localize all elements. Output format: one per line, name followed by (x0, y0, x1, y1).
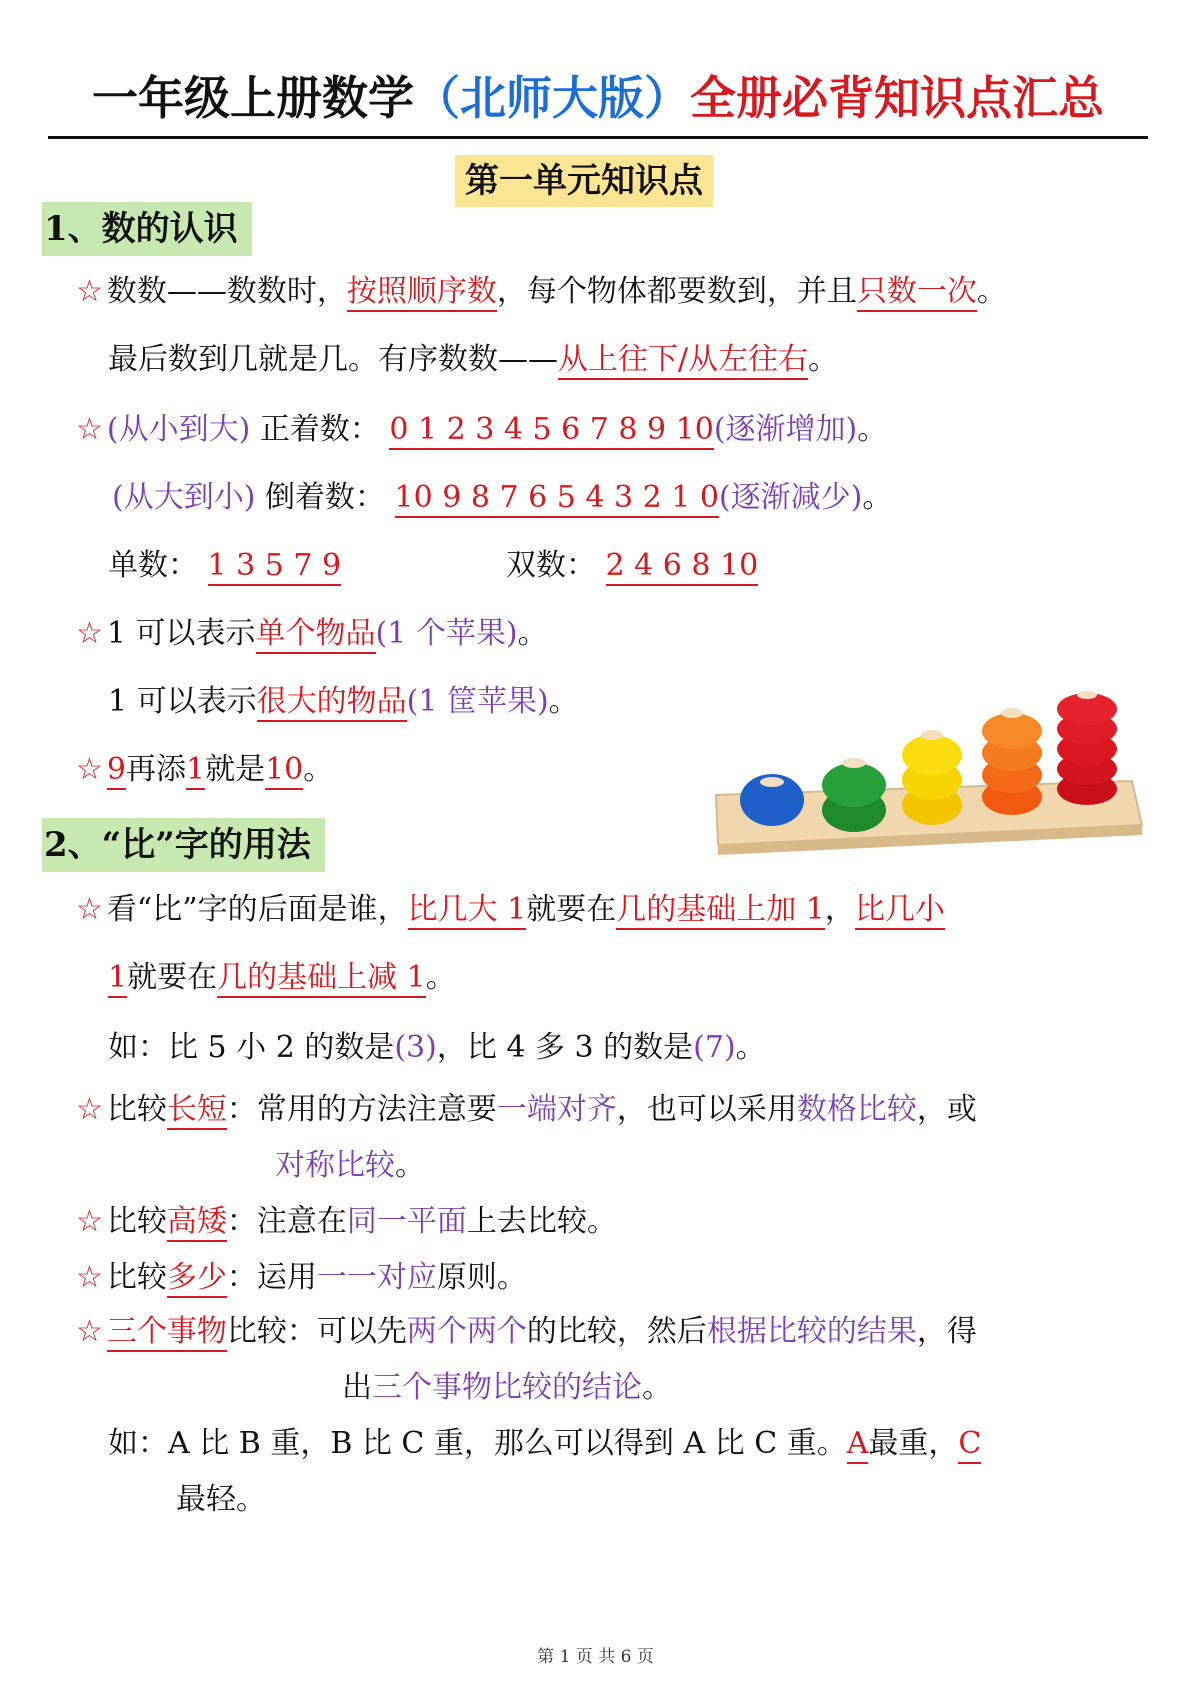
star-outline-icon: ☆ (76, 274, 103, 309)
s1-line-3: ☆ (从小到大) 正着数： 0 1 2 3 4 5 6 7 8 9 10(逐渐增加)。 (76, 410, 887, 450)
star-outline-icon: ☆ (76, 892, 103, 927)
s1-line-5b: 双数： 2 4 6 8 10 (506, 546, 758, 586)
s2-line-2: 1就要在几的基础上减 1。 (108, 958, 456, 998)
star-outline-icon: ☆ (76, 1092, 103, 1127)
s2-line-5: 对称比较。 (275, 1148, 425, 1183)
s2-line-4: ☆ 比较长短：常用的方法注意要一端对齐，也可以采用数格比较，或 (76, 1090, 977, 1130)
star-outline-icon: ☆ (76, 1314, 103, 1349)
s1-line-7: 1 可以表示很大的物品(1 筐苹果)。 (108, 682, 579, 722)
star-outline-icon: ☆ (76, 616, 103, 651)
star-outline-icon: ☆ (76, 752, 103, 787)
title-part3: 全册必背知识点汇总 (690, 71, 1104, 125)
s2-line-11: 最轻。 (176, 1482, 266, 1517)
s1-line-2: 最后数到几就是几。有序数数——从上往下/从左往右。 (108, 340, 838, 380)
title-part2: （北师大版） (414, 71, 690, 125)
s1-line-1: ☆ 数数——数数时，按照顺序数，每个物体都要数到，并且只数一次。 (76, 272, 1007, 312)
star-outline-icon: ☆ (76, 412, 103, 447)
section-heading-2: 2、“比”字的用法 (42, 818, 325, 872)
s2-line-8: ☆ 三个事物比较：可以先两个两个的比较，然后根据比较的结果，得 (76, 1312, 977, 1352)
s2-line-3: 如：比 5 小 2 的数是(3)，比 4 多 3 的数是(7)。 (108, 1030, 766, 1065)
star-outline-icon: ☆ (76, 1260, 103, 1295)
s2-line-9: 出三个事物比较的结论。 (342, 1370, 672, 1405)
page-title (48, 62, 1148, 139)
page-footer: 第 1 页 共 6 页 (537, 1647, 654, 1667)
s1-line-5: 单数： 1 3 5 7 9 (108, 546, 341, 586)
s2-line-6: ☆ 比较高矮：注意在同一平面上去比较。 (76, 1202, 617, 1242)
s2-line-10: 如：A 比 B 重，B 比 C 重，那么可以得到 A 比 C 重。A最重，C (108, 1424, 981, 1464)
s2-line-7: ☆ 比较多少：运用一一对应原则。 (76, 1258, 527, 1298)
s2-line-1: ☆ 看“比”字的后面是谁，比几大 1就要在几的基础上加 1，比几小 (76, 890, 945, 930)
s1-line-8: ☆ 9再添1就是10。 (76, 750, 333, 790)
s1-line-4: (从大到小) 倒着数： 10 9 8 7 6 5 4 3 2 1 0(逐渐减少)。 (112, 478, 892, 518)
star-outline-icon: ☆ (76, 1204, 103, 1239)
stacking-rings-toy (712, 685, 1152, 875)
unit-title: 第一单元知识点 (455, 155, 713, 207)
title-part1: 一年级上册数学 (92, 71, 414, 125)
s1-line-6: ☆ 1 可以表示单个物品(1 个苹果)。 (76, 614, 548, 654)
section-heading-1: 1、数的认识 (42, 202, 252, 256)
